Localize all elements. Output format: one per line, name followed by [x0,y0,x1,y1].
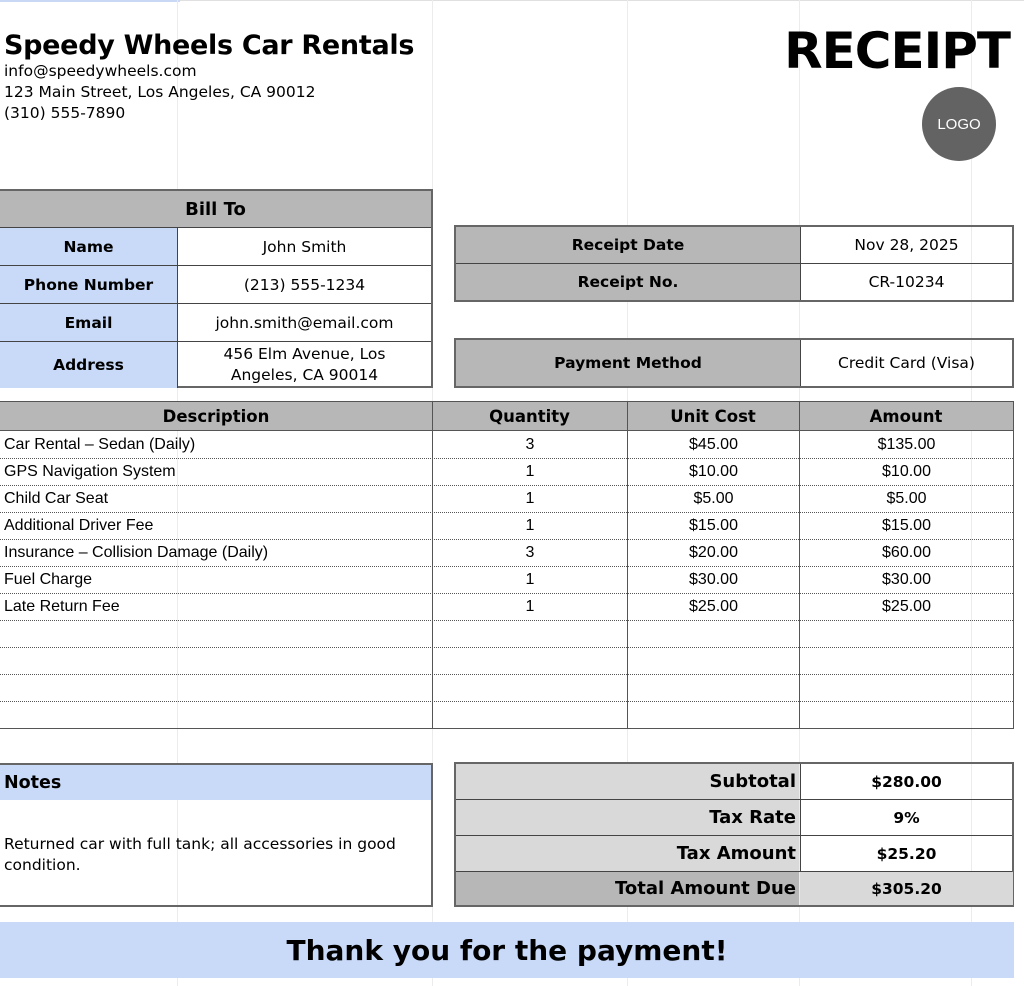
item-quantity [433,621,627,647]
bill-to-heading: Bill To [0,191,431,227]
table-row [0,594,1013,621]
item-description: Additional Driver Fee [4,517,154,534]
payment-method-box [454,338,1014,388]
item-quantity [433,648,627,674]
item-amount [800,648,1013,674]
tax-rate-value: 9% [893,808,920,827]
receipt-number-label: Receipt No. [456,264,800,300]
items-header-row [0,402,1013,431]
item-unit-cost [628,621,799,647]
logo-placeholder: LOGO [922,87,996,161]
item-description [4,675,428,701]
header-description: Description [162,407,270,426]
item-quantity: 1 [525,490,535,507]
item-amount [800,675,1013,701]
table-row [0,459,1013,486]
item-amount: $5.00 [886,490,927,507]
item-unit-cost: $15.00 [689,517,738,534]
customer-address [178,342,431,388]
item-amount: $135.00 [877,436,936,453]
subtotal-value: $280.00 [871,772,942,791]
customer-email: john.smith@email.com [215,313,394,332]
tax-amount-value: $25.20 [876,844,937,863]
notes-text: Returned car with full tank; all accessories in good condition. [4,835,396,874]
receipt-title: RECEIPT [784,22,1010,80]
company-phone: (310) 555-7890 [4,104,126,122]
table-row [0,432,1013,459]
notes-heading: Notes [0,765,431,800]
item-amount [800,702,1013,728]
item-unit-cost: $25.00 [689,598,738,615]
item-quantity: 1 [525,517,535,534]
item-amount: $15.00 [882,517,931,534]
company-name: Speedy Wheels Car Rentals [4,30,415,61]
total-due-value: $305.20 [800,872,1013,905]
item-description [4,621,428,647]
total-due-label: Total Amount Due [456,872,799,905]
item-description: Fuel Charge [4,571,93,588]
phone-label: Phone Number [0,266,177,303]
name-label: Name [0,228,177,265]
notes-box [0,763,433,907]
receipt-number: CR-10234 [868,273,945,291]
customer-address-line2: Angeles, CA 90014 [230,366,379,384]
header-unit-cost: Unit Cost [670,407,756,426]
item-description [4,702,428,728]
thank-you-banner: Thank you for the payment! [0,922,1014,978]
item-quantity: 3 [525,436,535,453]
item-quantity: 1 [525,571,535,588]
header-amount: Amount [869,407,943,426]
receipt-info-box [454,225,1014,302]
email-label: Email [0,304,177,341]
item-quantity: 1 [525,463,535,480]
table-row [0,675,1013,702]
table-row [0,621,1013,648]
selected-cell-marker [0,0,180,2]
item-unit-cost: $5.00 [693,490,734,507]
payment-method-label: Payment Method [456,340,800,386]
item-unit-cost: $20.00 [689,544,738,561]
item-description [4,648,428,674]
item-unit-cost: $10.00 [689,463,738,480]
customer-address-line1: 456 Elm Avenue, Los [223,345,386,363]
table-row [0,648,1013,675]
item-amount: $10.00 [882,463,931,480]
receipt-date-label: Receipt Date [456,227,800,263]
item-description: Insurance – Collision Damage (Daily) [4,544,269,561]
item-description: Car Rental – Sedan (Daily) [4,436,196,453]
bill-to-box [0,189,433,388]
table-row [0,567,1013,594]
company-address: 123 Main Street, Los Angeles, CA 90012 [4,83,316,101]
item-amount: $25.00 [882,598,931,615]
table-row [0,513,1013,540]
customer-name: John Smith [262,237,347,256]
item-description: GPS Navigation System [4,463,176,480]
payment-method: Credit Card (Visa) [838,354,975,372]
table-row [0,486,1013,513]
subtotal-label: Subtotal [456,764,799,799]
item-unit-cost [628,648,799,674]
tax-rate-label: Tax Rate [456,800,799,835]
totals-box [454,762,1014,907]
item-quantity [433,675,627,701]
item-unit-cost [628,702,799,728]
table-row [0,540,1013,567]
item-unit-cost [628,675,799,701]
item-description: Late Return Fee [4,598,120,615]
item-amount: $60.00 [882,544,931,561]
item-quantity: 1 [525,598,535,615]
tax-amount-label: Tax Amount [456,836,799,871]
address-label: Address [0,342,177,388]
item-amount [800,621,1013,647]
items-table [0,401,1014,729]
receipt-date: Nov 28, 2025 [854,236,959,254]
item-amount: $30.00 [882,571,931,588]
header-quantity: Quantity [489,407,570,426]
item-quantity: 3 [525,544,535,561]
item-quantity [433,702,627,728]
customer-phone: (213) 555-1234 [243,275,366,294]
item-unit-cost: $45.00 [689,436,738,453]
table-row [0,702,1013,729]
item-unit-cost: $30.00 [689,571,738,588]
company-email: info@speedywheels.com [4,62,197,80]
item-description: Child Car Seat [4,490,109,507]
